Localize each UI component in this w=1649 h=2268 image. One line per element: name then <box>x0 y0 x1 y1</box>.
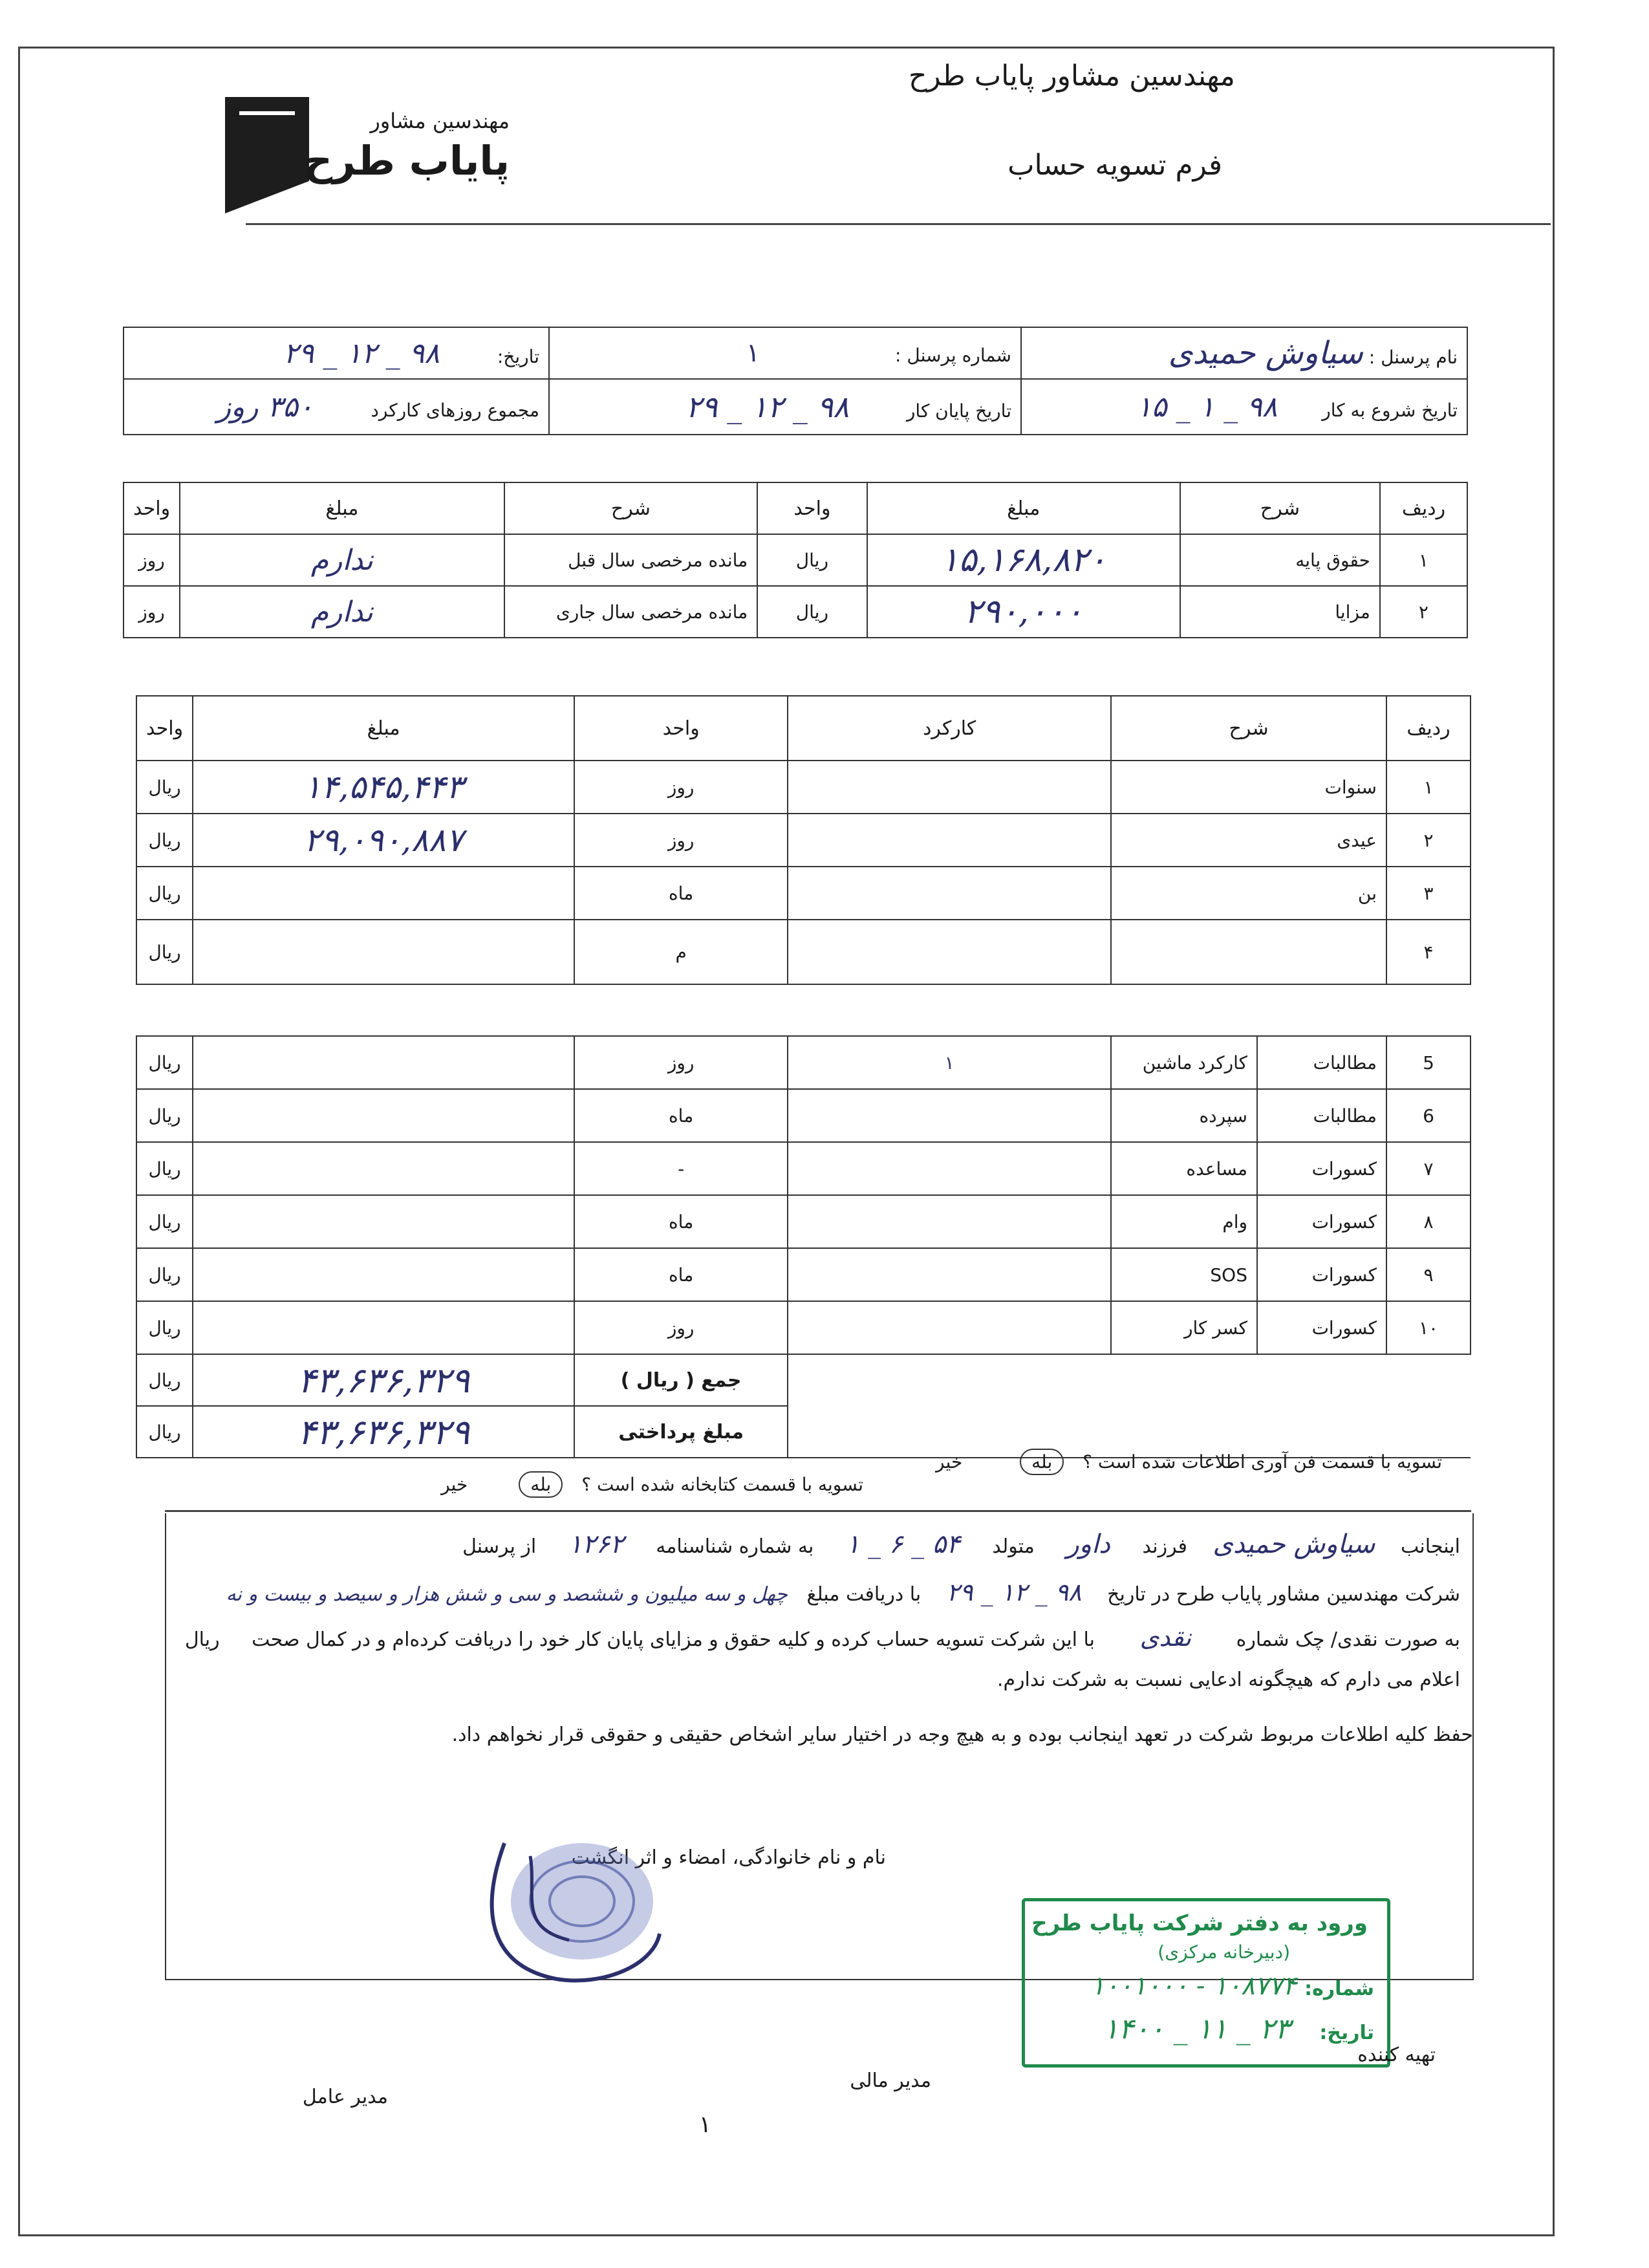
row-amount <box>193 1036 574 1089</box>
row-desc: سپرده <box>1111 1089 1257 1142</box>
stamp-subtitle: (دبیرخانه مرکزی) <box>1158 1941 1290 1963</box>
row-category: کسورات <box>1257 1248 1386 1301</box>
row-unit2: ریال <box>136 1248 193 1301</box>
row-number: 5 <box>1386 1036 1471 1089</box>
header-divider <box>246 223 1551 225</box>
salary-table <box>123 482 1468 638</box>
table-row <box>136 1195 1471 1248</box>
row-desc: عیدی <box>1111 814 1386 867</box>
start-value: ۹۸ _ ۱ _ ۱۵ <box>1136 390 1278 424</box>
row-amount: ۱۴,۵۴۵,۴۴۳ <box>193 761 574 814</box>
row-desc: وام <box>1111 1195 1257 1248</box>
table-row <box>136 920 1471 984</box>
row-amount <box>193 920 574 984</box>
row-work <box>788 920 1111 984</box>
row-work <box>788 1248 1111 1301</box>
row-unit: روز <box>574 761 788 814</box>
library-settlement-question <box>441 1471 863 1498</box>
declaration-born: متولد <box>992 1535 1035 1558</box>
row-desc: سنوات <box>1111 761 1386 814</box>
table-row <box>124 586 1467 638</box>
stamp-number-value: ۱۰۰۱۰۰۰ - ۱۰۸۷۷۴ <box>1090 1971 1297 2001</box>
total-unit: ریال <box>136 1354 193 1406</box>
declaration-son-of: فرزند <box>1142 1535 1187 1558</box>
row-amount <box>193 1089 574 1142</box>
row-number: ۷ <box>1386 1142 1471 1195</box>
declaration-line5: حفظ کلیه اطلاعات مربوط شرکت در تعهد اینجانب بوده و به هیچ وجه در اختیار سایر اشخاص حقیقی و حقوقی قرار نخواهم داد. <box>451 1723 1473 1746</box>
declaration-line3 <box>185 1623 1460 1652</box>
row-work: ۱ <box>788 1036 1111 1089</box>
row-desc2: مانده مرخصی سال قبل <box>504 534 758 586</box>
registry-stamp <box>1022 1898 1390 2068</box>
spacer-row <box>136 984 1471 1036</box>
settlement-date: ۹۸ _ ۱۲ _ ۲۹ <box>946 1578 1082 1606</box>
settlement-table <box>136 695 1471 1458</box>
row-unit2: ریال <box>136 761 193 814</box>
table-row <box>136 1036 1471 1089</box>
number-label: شماره پرسنل : <box>895 345 1011 366</box>
row-desc: مساعده <box>1111 1142 1257 1195</box>
row-amount: ۲۹۰,۰۰۰ <box>867 586 1180 638</box>
declaration-line2 <box>226 1578 1460 1606</box>
row-unit: ماه <box>574 1089 788 1142</box>
row-unit2: ریال <box>136 1142 193 1195</box>
t2-header-unit: واحد <box>574 696 788 761</box>
declaration-company-date: شرکت مهندسین مشاور پایاب طرح در تاریخ <box>1107 1583 1460 1606</box>
t1-header-amount: مبلغ <box>867 482 1180 534</box>
t1-header-unit2: واحد <box>124 482 180 534</box>
preparer-label: تهیه کننده <box>1357 2044 1436 2066</box>
row-work <box>788 867 1111 920</box>
paid-label: مبلغ پرداختی <box>574 1406 788 1458</box>
total-row <box>136 1354 1471 1406</box>
footer-mark: ۱ <box>698 2111 711 2138</box>
declaration-staff: از پرسنل <box>462 1535 537 1558</box>
father-name: داور <box>1066 1529 1110 1559</box>
row-unit: ریال <box>757 534 867 586</box>
stamp-title: ورود به دفتر شرکت پایاب طرح <box>1031 1910 1368 1936</box>
row-unit: ماه <box>574 867 788 920</box>
row-unit: ماه <box>574 1195 788 1248</box>
row-category: مطالبات <box>1257 1036 1386 1089</box>
row-desc: مزایا <box>1180 586 1380 638</box>
signature-label: نام و نام خانوادگی، امضاء و اثر انگشت <box>571 1846 886 1869</box>
row-number: 6 <box>1386 1089 1471 1142</box>
row-amount <box>193 867 574 920</box>
library-yes-option: بله <box>519 1471 563 1498</box>
stamp-date-value: ۱۴۰۰ _ ۱۱ _ ۲۳ <box>1103 2013 1290 2046</box>
paid-value: ۴۳,۶۳۶,۳۲۹ <box>193 1406 574 1458</box>
row-amount <box>193 1248 574 1301</box>
row-work <box>788 761 1111 814</box>
id-number: ۱۲۶۲ <box>568 1529 624 1559</box>
personnel-name-cell <box>1021 327 1467 379</box>
row-unit2: روز <box>124 534 180 586</box>
finance-manager-label: مدیر مالی <box>850 2069 931 2092</box>
row-category: کسورات <box>1257 1195 1386 1248</box>
declaration-line1 <box>462 1529 1460 1559</box>
row-category: کسورات <box>1257 1301 1386 1354</box>
row-unit: روز <box>574 1036 788 1089</box>
end-value: ۹۸ _ ۱۲ _ ۲۹ <box>685 389 849 424</box>
t2-header-amount: مبلغ <box>193 696 574 761</box>
row-desc: SOS <box>1111 1248 1257 1301</box>
row-unit2: ریال <box>136 1301 193 1354</box>
payment-type: نقدی <box>1139 1623 1192 1652</box>
logo <box>225 97 510 213</box>
row-number: ۱ <box>1380 534 1467 586</box>
total-label: جمع ( ریال ) <box>574 1354 788 1406</box>
row-desc2: مانده مرخصی سال جاری <box>504 586 758 638</box>
stamp-date-label: تاریخ: <box>1319 2022 1374 2044</box>
personnel-number-cell <box>549 327 1021 379</box>
row-unit2: ریال <box>136 867 193 920</box>
logo-line1: مهندسین مشاور <box>370 109 510 133</box>
ceo-label: مدیر عامل <box>302 2086 388 2108</box>
row-number: ۹ <box>1386 1248 1471 1301</box>
row-unit2: ریال <box>136 920 193 984</box>
row-work <box>788 1142 1111 1195</box>
table-row <box>136 1301 1471 1354</box>
row-amount <box>193 1142 574 1195</box>
t2-header-work: کارکرد <box>788 696 1111 761</box>
t2-header-desc: شرح <box>1111 696 1386 761</box>
signature-fingerprint-icon <box>440 1817 698 2011</box>
row-unit2: ریال <box>136 1089 193 1142</box>
table-row <box>136 1142 1471 1195</box>
company-title: مهندسین مشاور پایاب طرح <box>909 59 1235 92</box>
row-amount <box>193 1195 574 1248</box>
declaration-line4: اعلام می دارم که هیچگونه ادعایی نسبت به شرکت ندارم. <box>997 1669 1460 1691</box>
t1-header-row: ردیف <box>1380 482 1467 534</box>
row-number: ۳ <box>1386 867 1471 920</box>
table-row <box>136 1248 1471 1301</box>
row-desc <box>1111 920 1386 984</box>
declaration-rial: ریال <box>184 1628 220 1651</box>
it-yes-option: بله <box>1020 1449 1064 1475</box>
row-work <box>788 1301 1111 1354</box>
workdays-cell <box>124 379 549 435</box>
date-label: تاریخ: <box>497 345 539 367</box>
row-unit2: ریال <box>136 1195 193 1248</box>
personnel-date-cell <box>124 327 549 379</box>
t1-header-desc2: شرح <box>504 482 758 534</box>
library-no-option: خیر <box>441 1474 468 1495</box>
row-number: ۱ <box>1386 761 1471 814</box>
declaration-payment-method: به صورت نقدی/ چک شماره <box>1236 1628 1460 1651</box>
start-date-cell <box>1021 379 1467 435</box>
row-amount <box>193 1301 574 1354</box>
date-value: ۹۸ _ ۱۲ _ ۲۹ <box>283 336 440 370</box>
t1-header-amount2: مبلغ <box>180 482 504 534</box>
it-question-text: تسویه با قسمت فن آوری اطلاعات شده است ؟ <box>1083 1451 1442 1473</box>
end-date-cell <box>549 379 1021 435</box>
row-amount2: ندارم <box>180 534 504 586</box>
table-row <box>136 814 1471 867</box>
start-label: تاریخ شروع به کار <box>1322 399 1458 421</box>
row-number: ۸ <box>1386 1195 1471 1248</box>
declaration-divider <box>165 1510 1471 1512</box>
t2-header-unit2: واحد <box>136 696 193 761</box>
t1-header-unit: واحد <box>757 482 867 534</box>
amount-in-words: چهل و سه میلیون و ششصد و سی و شش هزار و سیصد و بیست و نه <box>226 1583 788 1606</box>
logo-mark-icon <box>225 97 309 213</box>
row-desc: حقوق پایه <box>1180 534 1380 586</box>
library-question-text: تسویه با قسمت کتابخانه شده است ؟ <box>581 1474 863 1495</box>
name-value: سیاوش حمیدی <box>1168 335 1363 371</box>
birth-date: ۵۴ _ ۶ _ ۱ <box>845 1529 960 1559</box>
row-desc: کارکرد ماشین <box>1111 1036 1257 1089</box>
declaration-receive: با دریافت مبلغ <box>806 1583 921 1606</box>
table-row <box>136 1089 1471 1142</box>
row-unit: روز <box>574 1301 788 1354</box>
row-unit: ریال <box>757 586 867 638</box>
t1-header-desc: شرح <box>1180 482 1380 534</box>
stamp-number-label: شماره: <box>1304 1978 1374 2000</box>
table-row <box>136 761 1471 814</box>
row-work <box>788 1089 1111 1142</box>
row-number: ۲ <box>1380 586 1467 638</box>
paid-unit: ریال <box>136 1406 193 1458</box>
row-unit: م <box>574 920 788 984</box>
declaration-id-label: به شماره شناسنامه <box>656 1535 814 1558</box>
it-settlement-question <box>936 1449 1442 1475</box>
row-work <box>788 814 1111 867</box>
row-unit: - <box>574 1142 788 1195</box>
row-desc: کسر کار <box>1111 1301 1257 1354</box>
row-number: ۱۰ <box>1386 1301 1471 1354</box>
row-work <box>788 1195 1111 1248</box>
row-unit: ماه <box>574 1248 788 1301</box>
number-value: ۱ <box>746 338 760 368</box>
row-amount: ۱۵,۱۶۸,۸۲۰ <box>867 534 1180 586</box>
logo-line2: پایاب طرح <box>303 137 510 184</box>
personnel-table <box>123 327 1468 435</box>
it-no-option: خیر <box>936 1451 963 1473</box>
form-title: فرم تسویه حساب <box>1008 149 1222 182</box>
row-category: کسورات <box>1257 1142 1386 1195</box>
table-row <box>136 867 1471 920</box>
declarant-name: سیاوش حمیدی <box>1212 1529 1375 1559</box>
row-unit2: روز <box>124 586 180 638</box>
row-amount: ۲۹,۰۹۰,۸۸۷ <box>193 814 574 867</box>
row-amount2: ندارم <box>180 586 504 638</box>
row-unit2: ریال <box>136 1036 193 1089</box>
t2-header-row: ردیف <box>1386 696 1471 761</box>
declaration-settled: با این شرکت تسویه حساب کرده و کلیه حقوق و مزایای پایان کار خود را دریافت کرده‌ام و در کمال صحت <box>252 1628 1095 1651</box>
row-number: ۲ <box>1386 814 1471 867</box>
total-value: ۴۳,۶۳۶,۳۲۹ <box>193 1354 574 1406</box>
days-label: مجموع روزهای کارکرد <box>371 399 539 421</box>
row-category: مطالبات <box>1257 1089 1386 1142</box>
end-label: تاریخ پایان کار <box>906 400 1011 422</box>
row-number: ۴ <box>1386 920 1471 984</box>
table-row <box>124 534 1467 586</box>
days-value: ۳۵۰ روز <box>217 390 314 424</box>
declaration-intro: اینجانب <box>1400 1535 1460 1558</box>
row-unit: روز <box>574 814 788 867</box>
row-unit2: ریال <box>136 814 193 867</box>
name-label: نام پرسنل : <box>1368 347 1458 368</box>
row-desc: بن <box>1111 867 1386 920</box>
